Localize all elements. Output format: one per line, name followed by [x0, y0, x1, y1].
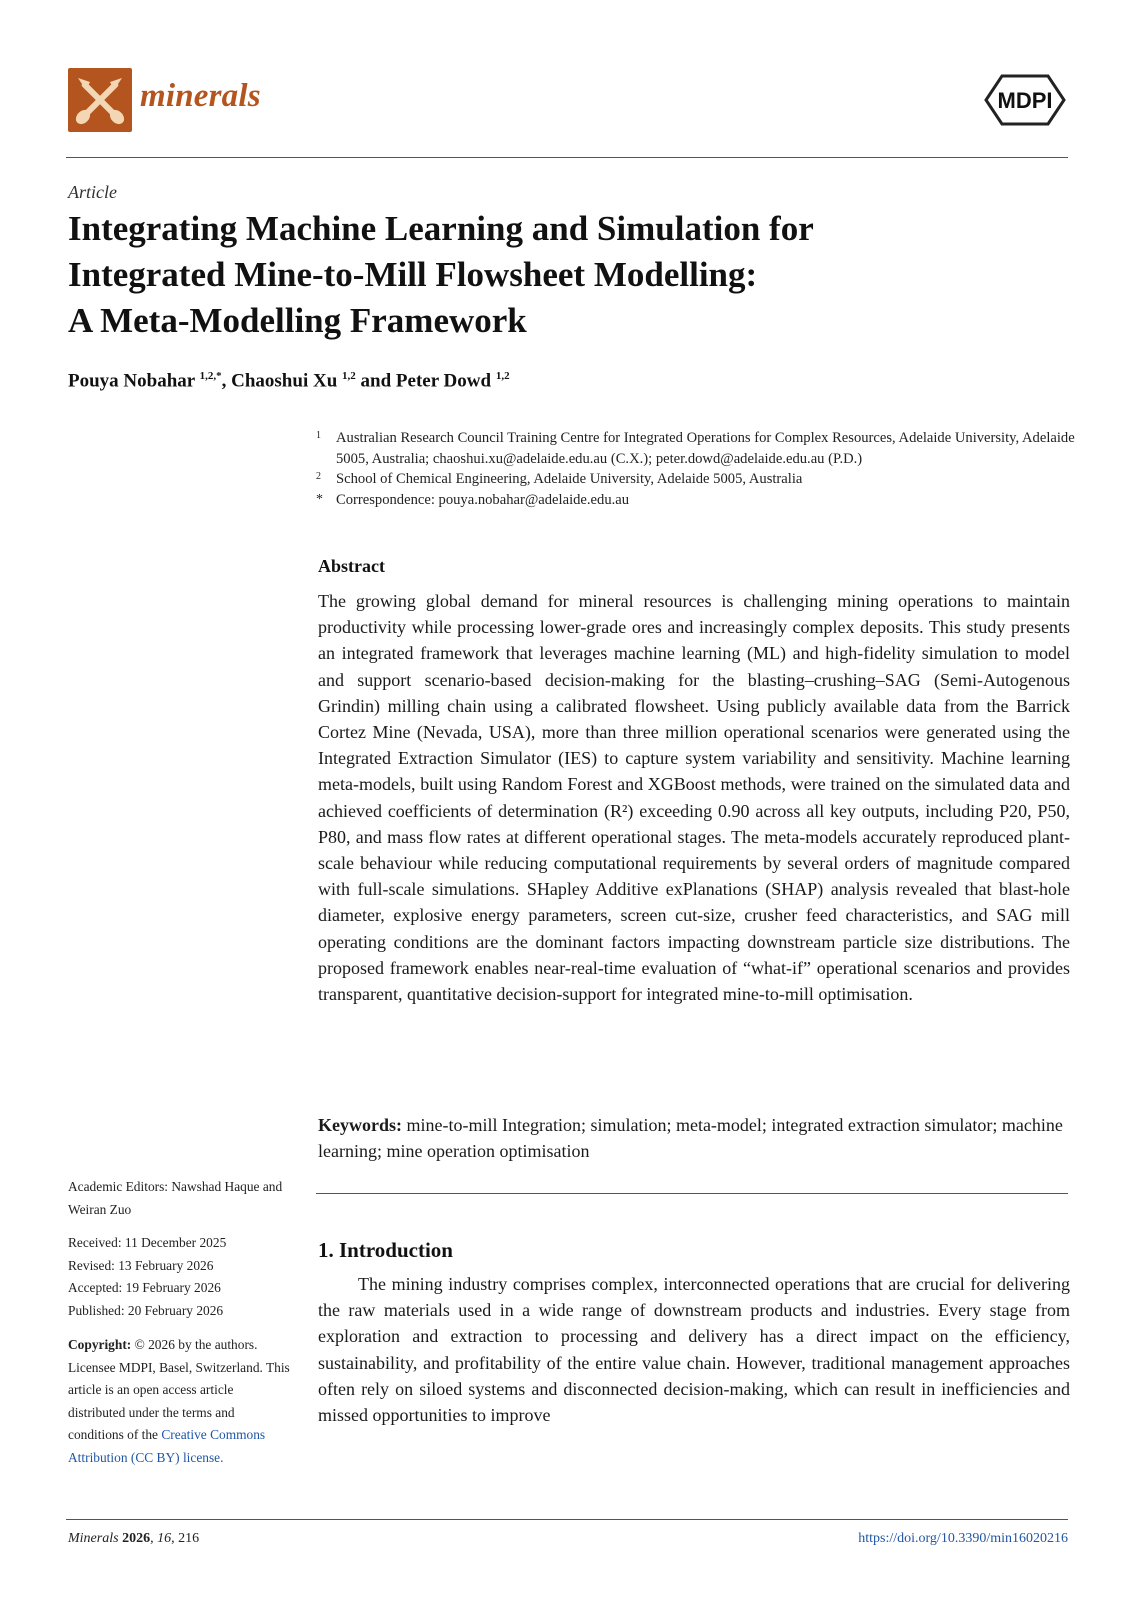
copyright-notice [68, 1334, 293, 1469]
citation: Minerals 2026, 16, 216 [68, 1531, 200, 1546]
citation-journal: Minerals [68, 1531, 119, 1546]
affiliation-marker: 2 [316, 471, 321, 482]
keywords-label: Keywords: [318, 1115, 402, 1135]
journal-name: minerals [140, 78, 261, 114]
author-affiliation-marker: 1,2 [495, 370, 510, 382]
abstract-text: The growing global demand for mineral resources is challenging mining operations to maintain productivity while processing lower-grade ores and increasingly complex deposits. This study presents an integrated framework that leverages machine learning (ML) and high-fidelity simulation to model and support scenario-based decision-making for the blasting–crushing–SAG (Semi-Autogenous Grindin) milling chain using a calibrated flowsheet. Using publicly available data from the Barrick Cortez Mine (Nevada, USA), more than three million operational scenarios were generated using the Integrated Extraction Simulator (IES) to capture system variability and sensitivity. Machine learning meta-models, built using Random Forest and XGBoost methods, were trained on the simulated data and achieved coefficients of determination (R²) exceeding 0.90 across all key outputs, including P20, P50, P80, and mass flow rates at different operational stages. The meta-models accurately reproduced plant-scale behaviour while reducing computational requirements by several orders of magnitude compared with full-scale simulations. SHapley Additive exPlanations (SHAP) analysis revealed that blast-hole diameter, explosive energy parameters, screen cut-size, crusher feed characteristics, and SAG mill operating conditions are the dominant factors impacting downstream particle size distributions. The proposed framework enables near-real-time evaluation of “what-if” operational scenarios and provides transparent, quantitative decision-support for integrated mine-to-mill optimisation. [318, 591, 1070, 1005]
doi-link[interactable]: https://doi.org/10.3390/min16020216 [858, 1531, 1068, 1546]
header-divider [66, 157, 1068, 158]
keywords-text: mine-to-mill Integration; simulation; meta-model; integrated extraction simulator; machine learning; mine operation optimisation [318, 1115, 1063, 1161]
published-date: Published: 20 February 2026 [68, 1302, 224, 1318]
citation-volume: 16 [157, 1531, 172, 1546]
author-list [68, 370, 510, 392]
publisher-logo [984, 72, 1066, 128]
title-line: A Meta-Modelling Framework [68, 301, 527, 340]
author-affiliation-marker: 1,2 [342, 370, 356, 382]
publication-dates [68, 1232, 293, 1322]
author-name[interactable]: Pouya Nobahar [68, 370, 195, 392]
citation-year: 2026 [122, 1531, 151, 1546]
footer-divider [66, 1519, 1068, 1520]
affiliation-marker: 1 [316, 430, 321, 441]
author-separator: , [221, 370, 232, 392]
affiliations [316, 428, 1076, 510]
copyright-label: Copyright: [68, 1337, 132, 1352]
publisher-name: MDPI [997, 88, 1053, 113]
correspondence-item [316, 490, 1076, 511]
title-line: Integrating Machine Learning and Simulation for [68, 209, 814, 248]
copyright-text: © 2026 by the authors. Licensee MDPI, Basel, Switzerland. This article is an open access article distributed under the terms and conditions of the [68, 1337, 290, 1442]
affiliation-item [316, 469, 1076, 490]
correspondence-marker: * [316, 491, 323, 507]
journal-logo [68, 68, 132, 132]
crossed-shovels-icon [68, 68, 132, 132]
academic-editors: Academic Editors: Nawshad Haque and Weiran Zuo [68, 1179, 283, 1217]
affiliation-item [316, 428, 1076, 469]
section-divider [316, 1193, 1068, 1194]
introduction-heading: 1. Introduction [318, 1238, 453, 1262]
citation-article: 216 [178, 1531, 200, 1546]
affiliation-text: Australian Research Council Training Centre for Integrated Operations for Complex Resources, Adelaide University, Adelaide 5005, Australia; chaoshui.xu@adelaide.edu.au (C.X.); peter.dowd@adelaide.edu.au (P.D.) [336, 430, 1075, 467]
introduction-text: The mining industry comprises complex, interconnected operations that are crucial for delivering the raw materials used in a wide range of downstream products and industries. Every stage from exploration and extraction to processing and delivery has a direct impact on the efficiency, sustainability, and profitability of the entire value chain. However, traditional management approaches often rely on siloed systems and disconnected decision-making, which can result in inefficiencies and missed opportunities to improve [318, 1274, 1070, 1426]
received-date: Received: 11 December 2025 [68, 1235, 227, 1250]
author-name[interactable]: Peter Dowd [395, 370, 492, 392]
author-separator: and [355, 370, 396, 392]
article-type: Article [68, 182, 117, 202]
keywords [318, 1112, 1070, 1164]
accepted-date: Accepted: 19 February 2026 [68, 1280, 221, 1295]
author-affiliation-marker: 1,2,* [199, 370, 222, 382]
correspondence-text: Correspondence: pouya.nobahar@adelaide.edu.au [336, 491, 630, 508]
paper-title [68, 206, 1028, 344]
author-name[interactable]: Chaoshui Xu [231, 370, 338, 392]
abstract-heading: Abstract [318, 556, 385, 576]
affiliation-text: School of Chemical Engineering, Adelaide University, Adelaide 5005, Australia [336, 471, 803, 487]
revised-date: Revised: 13 February 2026 [68, 1257, 214, 1273]
license-link[interactable]: Creative Commons Attribution (CC BY) license. [68, 1427, 266, 1465]
title-line: Integrated Mine-to-Mill Flowsheet Modelling: [68, 255, 758, 294]
